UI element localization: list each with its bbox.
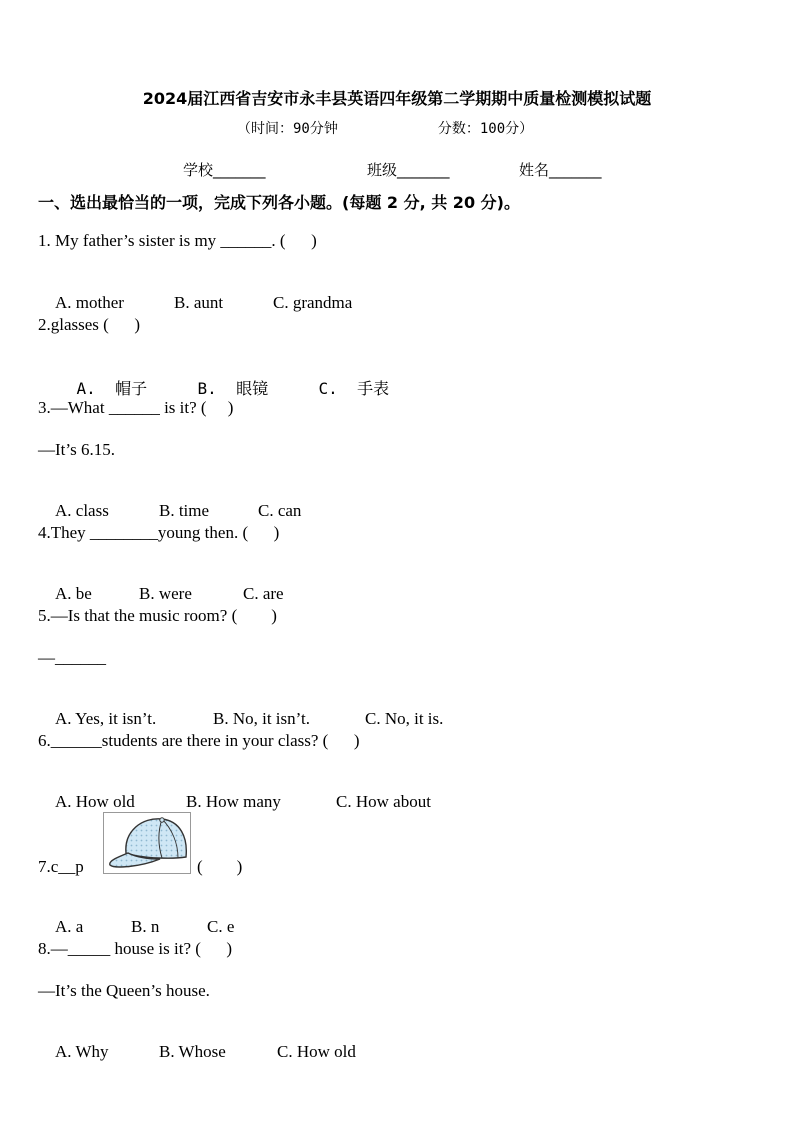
option-b[interactable]: B. n [131, 917, 160, 936]
exam-time: （时间：90分钟 [237, 121, 338, 137]
option-b[interactable]: B. were [139, 584, 192, 603]
option-b[interactable]: B. aunt [174, 293, 224, 312]
question-7-stem: 7.c__p [38, 857, 84, 876]
option-c[interactable]: C. are [243, 584, 284, 603]
question-1-stem: 1. My father’s sister is my ______. ( ) [38, 231, 317, 250]
question-8-options [38, 1022, 356, 1082]
option-c[interactable]: C. How old [277, 1042, 356, 1061]
question-6-stem: 6.______students are there in your class? ( ) [38, 731, 360, 750]
option-a[interactable]: A. be [55, 584, 92, 603]
option-a[interactable]: A. How old [55, 792, 135, 811]
question-3-stem: 3.—What ______ is it? ( ) [38, 398, 234, 417]
option-c[interactable]: C. grandma [273, 293, 353, 312]
exam-score: 分数：100分） [437, 121, 534, 137]
option-b[interactable]: B. Whose [159, 1042, 226, 1061]
option-b[interactable]: B. How many [186, 792, 281, 811]
exam-meta [237, 118, 533, 138]
school-field[interactable]: 学校_______ [183, 161, 266, 179]
option-b[interactable]: B. time [159, 501, 210, 520]
question-2-stem: 2.glasses ( ) [38, 315, 140, 334]
section-heading: 一、选出最恰当的一项，完成下列各小题。(每题 2 分, 共 20 分)。 [38, 193, 520, 212]
name-field[interactable]: 姓名_______ [519, 161, 602, 179]
baseball-cap-icon [103, 812, 191, 874]
option-a[interactable]: A. Why [55, 1042, 109, 1061]
question-7-answer-paren: ( ) [197, 857, 243, 876]
question-4-stem: 4.They ________young then. ( ) [38, 523, 280, 542]
question-6-options [38, 772, 431, 832]
option-a[interactable]: A. 帽子 [76, 379, 148, 398]
option-b[interactable]: B. No, it isn’t. [213, 709, 310, 728]
question-5-reply: —______ [38, 648, 106, 667]
question-8-stem: 8.—_____ house is it? ( ) [38, 939, 233, 958]
option-a[interactable]: A. a [55, 917, 84, 936]
option-a[interactable]: A. mother [55, 293, 124, 312]
option-c[interactable]: C. e [207, 917, 235, 936]
option-c[interactable]: C. 手表 [318, 379, 390, 398]
option-c[interactable]: C. How about [336, 792, 431, 811]
student-info [183, 159, 602, 180]
question-8-reply: —It’s the Queen’s house. [38, 981, 210, 1000]
option-b[interactable]: B. 眼镜 [197, 379, 269, 398]
option-c[interactable]: C. can [258, 501, 302, 520]
option-c[interactable]: C. No, it is. [365, 709, 444, 728]
question-5-stem: 5.—Is that the music room? ( ) [38, 606, 277, 625]
class-field[interactable]: 班级_______ [367, 161, 450, 179]
question-3-reply: —It’s 6.15. [38, 440, 115, 459]
option-a[interactable]: A. class [55, 501, 109, 520]
exam-title: 2024届江西省吉安市永丰县英语四年级第二学期期中质量检测模拟试题 [142, 89, 652, 108]
option-a[interactable]: A. Yes, it isn’t. [55, 709, 157, 728]
